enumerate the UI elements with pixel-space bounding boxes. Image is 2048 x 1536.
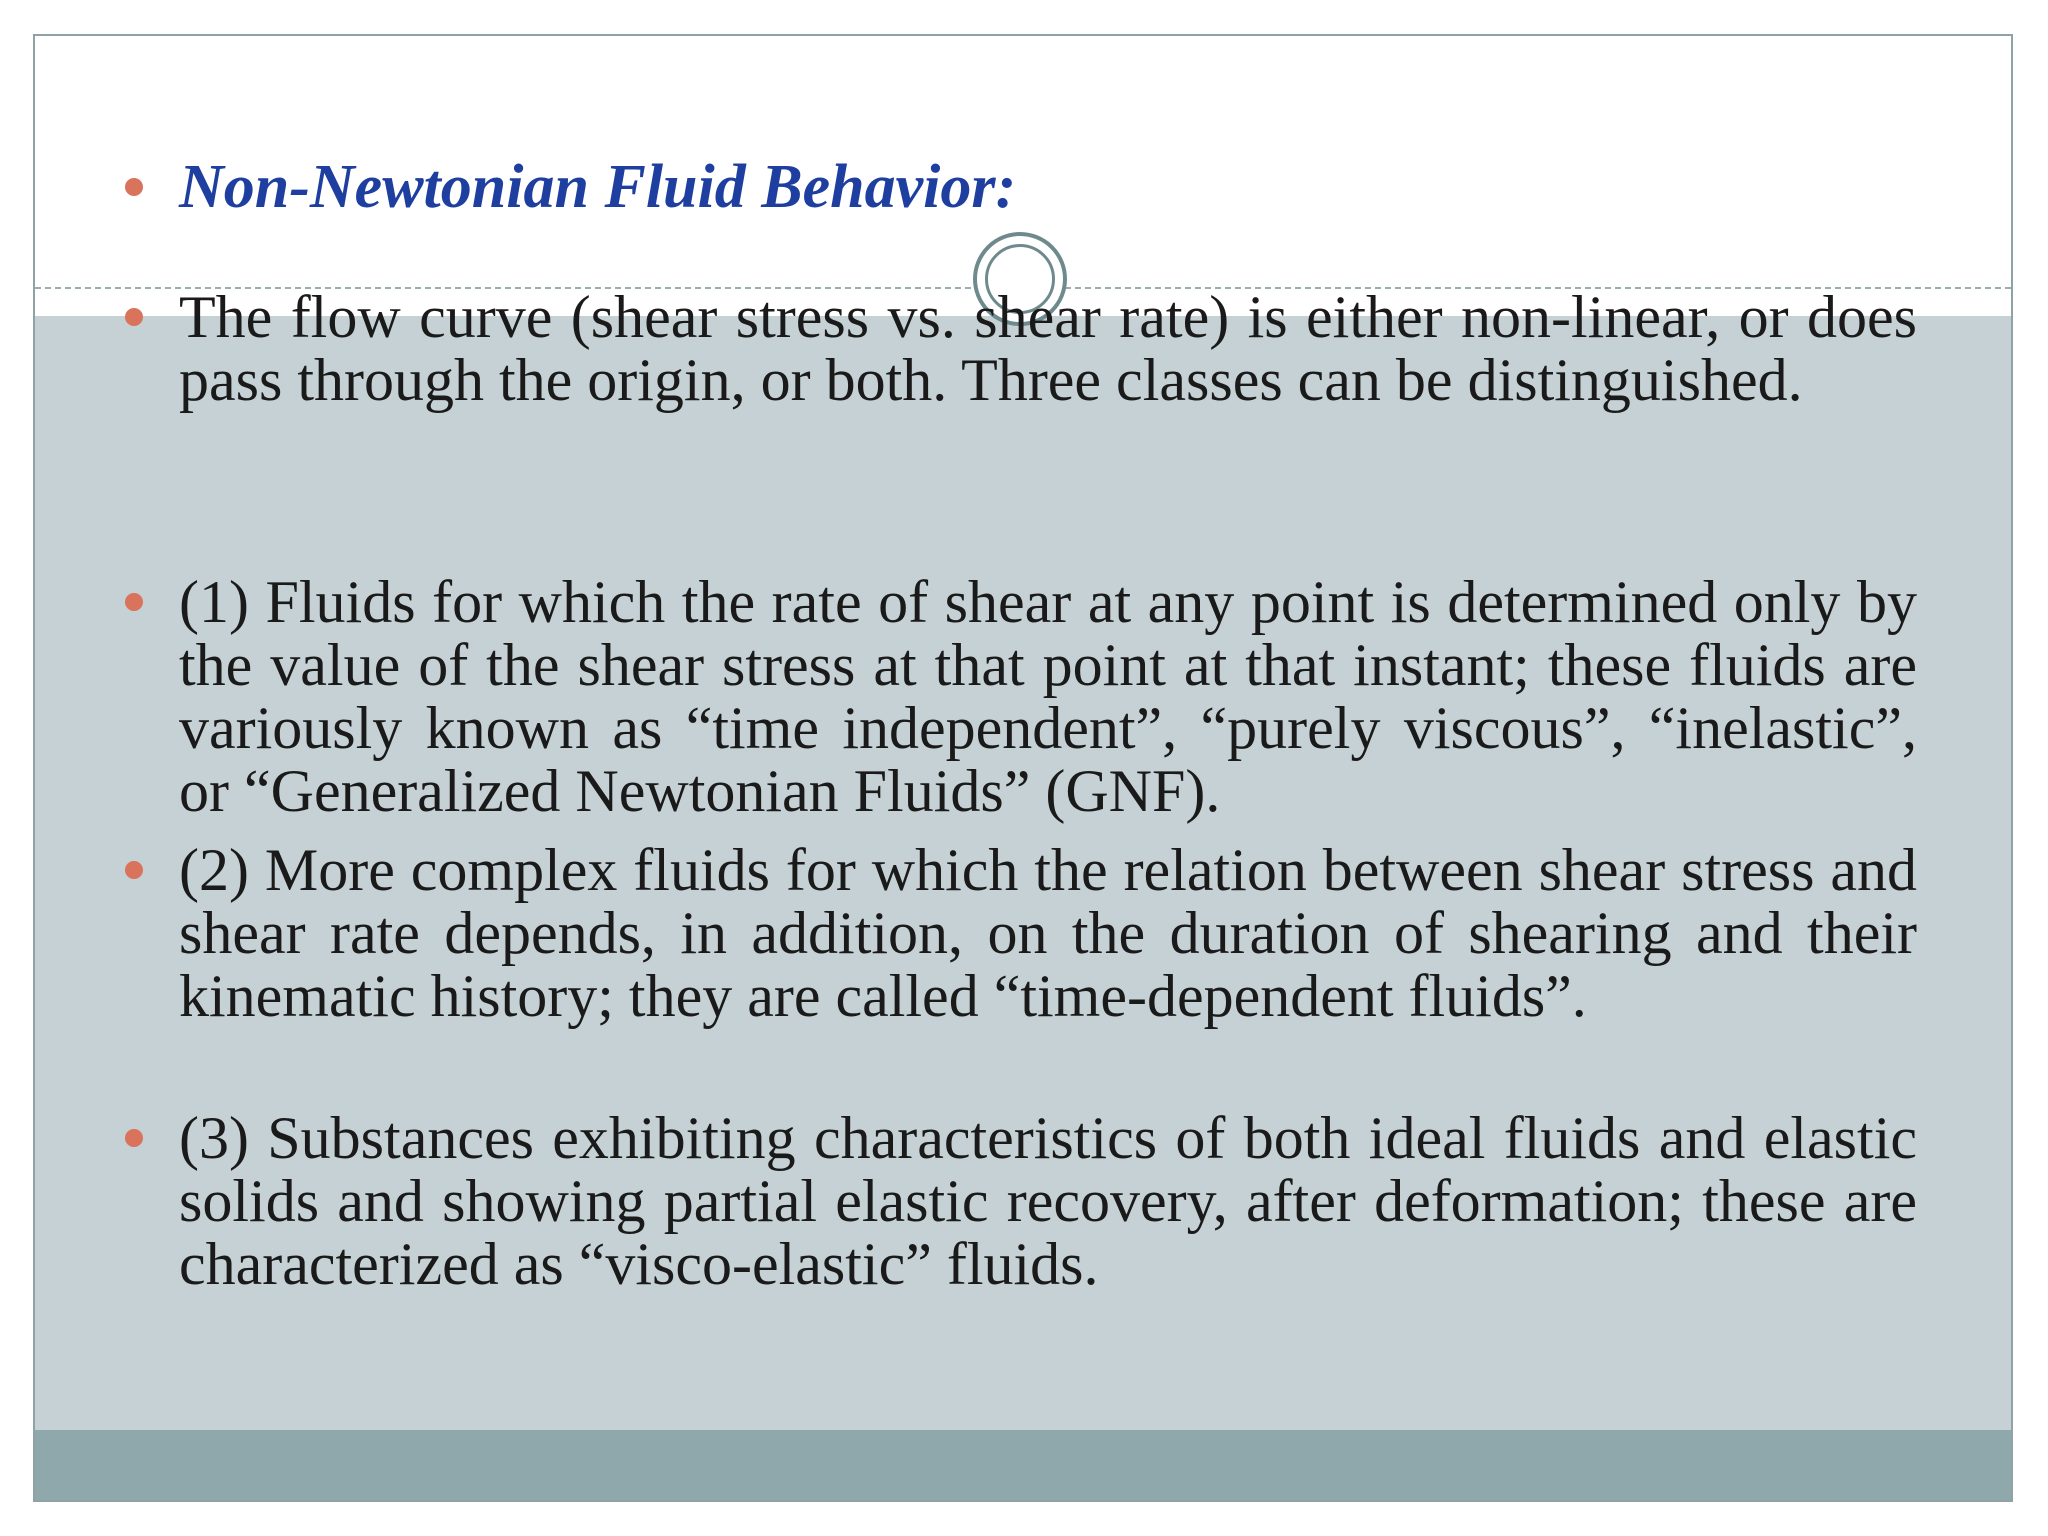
- list-item-text: (1) Fluids for which the rate of shear at any point is determined only by the value of the shear stress at that point at that instant; these fluids are variously known as “time independent”, “purely viscous”, “inelastic”, or “Generalized Newtonian Fluids” (GNF).: [179, 569, 1917, 824]
- bullet-dot-icon: [125, 178, 143, 196]
- footer-bar: [35, 1430, 2011, 1500]
- bullet-dot-icon: [125, 308, 143, 326]
- bullet-dot-icon: [125, 861, 143, 879]
- slide-title-text: Non-Newtonian Fluid Behavior:: [179, 153, 1017, 221]
- list-item-text: (2) More complex fluids for which the relation between shear stress and shear rate depends, in addition, on the duration of shearing and their kinematic history; they are called “time-dependent fluids”.: [179, 837, 1917, 1029]
- slide-title: [125, 153, 1017, 221]
- list-item-text: The flow curve (shear stress vs. shear rate) is either non-linear, or does pass through the origin, or both. Three classes can be distinguished.: [179, 284, 1917, 413]
- list-item: [125, 839, 1955, 1028]
- list-item: [125, 1107, 1955, 1296]
- bullet-dot-icon: [125, 593, 143, 611]
- slide: [33, 34, 2013, 1502]
- list-item: [125, 571, 1955, 823]
- list-item-text: (3) Substances exhibiting characteristics of both ideal fluids and elastic solids and showing partial elastic recovery, after deformation; these are characterized as “visco-elastic” fluids.: [179, 1105, 1917, 1297]
- bullet-dot-icon: [125, 1129, 143, 1147]
- list-item: [125, 286, 1955, 412]
